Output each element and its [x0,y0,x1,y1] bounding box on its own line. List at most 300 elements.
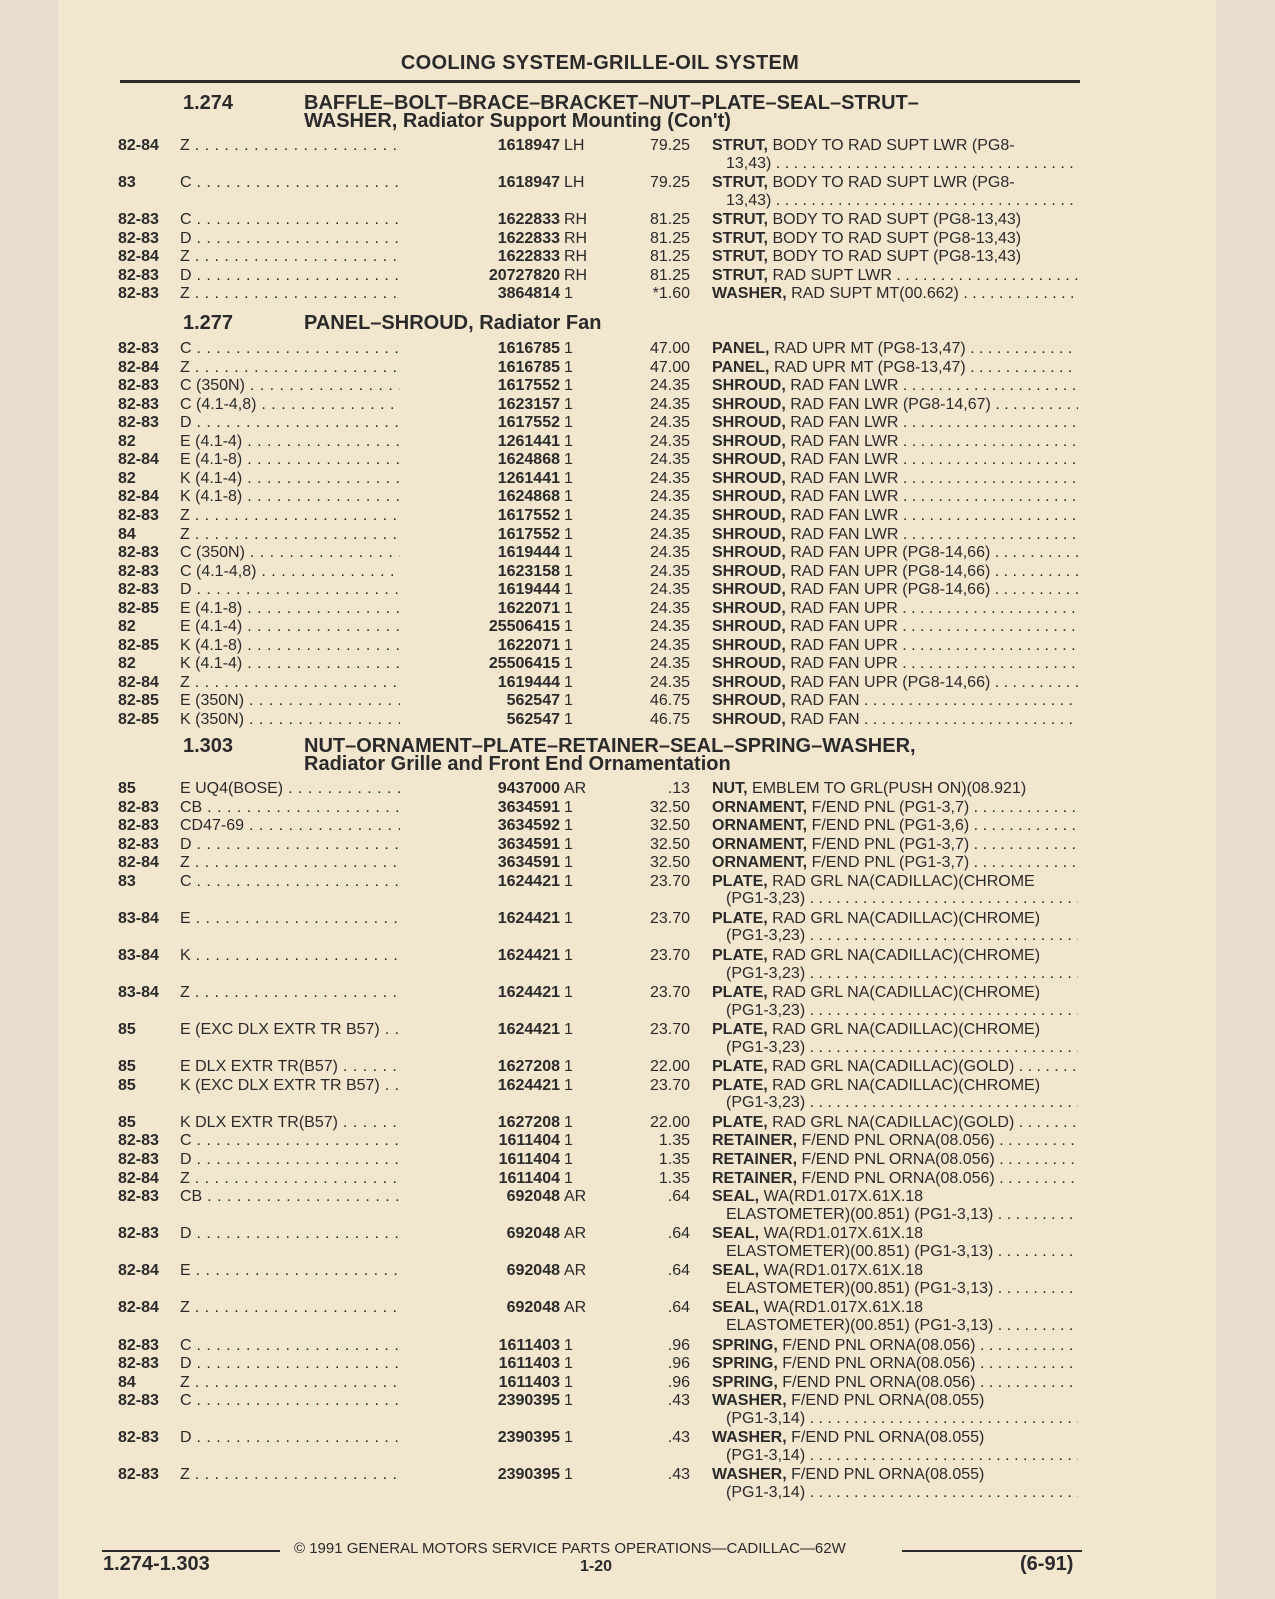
section-title-line-2: WASHER, Radiator Support Mounting (Con't) [304,110,731,132]
part-description [712,655,1078,673]
part-number: 562547 [400,692,560,710]
part-name: PLATE, [712,1113,768,1131]
model-years: 85 [118,1058,136,1076]
model-code: D . . . [180,230,452,248]
part-number: 25506415 [400,655,560,673]
part-name: ORNAMENT, [712,835,808,853]
model-code: Z . . . [180,285,452,303]
model-years: 82 [118,618,136,636]
price: 32.50 [649,798,690,816]
part-number: 2390395 [400,1392,560,1410]
part-description [712,137,1078,155]
part-name: SEAL, [712,1299,760,1317]
part-name: ORNAMENT, [712,798,808,816]
quantity: AR [564,1299,587,1317]
part-description [712,340,1078,358]
model-code: E (4.1-8) . . . [180,600,452,618]
model-years: 82-83 [118,581,159,599]
price: 47.00 [649,340,690,357]
part-name: RETAINER, [712,1151,798,1168]
part-name: SHROUD, [712,562,786,580]
part-detail: RAD FAN LWR [790,451,899,469]
part-name: SPRING, [712,1336,778,1354]
part-description [712,637,1078,655]
price: .64 [667,1188,690,1206]
part-name: STRUT, [712,229,768,247]
part-row [0,1188,1275,1206]
part-number: 1611404 [400,1170,560,1188]
section-number: 1.303 [183,735,234,757]
part-description [712,544,1078,562]
part-name: SHROUD, [712,377,786,395]
price: 24.35 [649,618,690,636]
part-row [0,507,1275,525]
part-detail: RAD GRL NA(CADILLAC)(GOLD) [772,1058,1015,1076]
price: .64 [667,1299,690,1317]
part-detail: RAD GRL NA(CADILLAC)(CHROME) [772,946,1041,964]
part-description [712,1262,1078,1280]
part-row-continuation [0,1039,1275,1057]
quantity: 1 [564,395,573,413]
part-name: PLATE, [712,872,768,890]
quantity: 1 [564,414,573,432]
price: 46.75 [649,692,690,710]
part-detail: RAD FAN UPR (PG8-14,66) [790,562,991,580]
part-description [712,780,1078,798]
model-code: CB . . . [180,1188,452,1206]
part-row-continuation [0,890,1275,908]
part-detail-continued: (PG1-3,23) . . . [726,927,1078,945]
model-years: 82-83 [118,414,159,432]
part-number: 1611403 [400,1337,560,1355]
part-description [712,817,1078,835]
model-years: 82-83 [118,1355,159,1373]
part-row-continuation [0,1317,1275,1335]
part-name: SHROUD, [712,506,786,524]
part-detail-continued: (PG1-3,14) . . . [726,1447,1078,1465]
model-years: 83-84 [118,909,159,927]
part-detail: RAD GRL NA(CADILLAC)(GOLD) [772,1113,1015,1131]
part-name: STRUT, [712,211,768,229]
model-code: E (4.1-8) . . . [180,451,452,469]
part-detail: RAD FAN LWR [790,469,899,487]
part-detail: F/END PNL ORNA(08.055) [791,1466,985,1484]
part-name: WASHER, [712,1392,787,1410]
part-row [0,1299,1275,1317]
part-number: 1611403 [400,1374,560,1392]
part-name: SHROUD, [712,618,786,636]
part-row [0,396,1275,414]
part-row-continuation [0,192,1275,210]
price: 79.25 [649,174,690,192]
part-number: 1624421 [400,1021,560,1039]
model-years: 82-83 [118,229,159,247]
part-number: 1622833 [400,211,560,229]
part-number: 3864814 [400,285,560,303]
part-description [712,211,1078,229]
part-row [0,780,1275,798]
part-row [0,1374,1275,1392]
part-name: PLATE, [712,1021,768,1039]
model-years: 82-83 [118,266,159,284]
part-name: SHROUD, [712,488,786,506]
price: .96 [667,1336,690,1354]
model-code: Z . . . [180,854,452,872]
price: 24.35 [649,488,690,506]
price: 23.70 [649,1076,690,1094]
part-row [0,248,1275,266]
model-years: 82 [118,469,136,487]
part-name: SHROUD, [712,711,786,728]
part-number: 1624421 [400,1077,560,1095]
part-row-continuation [0,927,1275,945]
quantity: 1 [564,872,573,890]
part-name: ORNAMENT, [712,854,808,872]
model-code: C . . . [180,1337,452,1355]
model-years: 82-85 [118,636,159,654]
part-description [712,1058,1078,1076]
model-code: E (350N) . . . [180,692,452,710]
quantity: 1 [564,909,573,927]
part-name: SHROUD, [712,692,786,710]
part-number: 1617552 [400,377,560,395]
quantity: 1 [564,636,573,654]
price: 81.25 [649,248,690,266]
part-detail: RAD GRL NA(CADILLAC)(CHROME) [772,909,1041,927]
quantity: 1 [564,1113,573,1131]
quantity: AR [564,780,587,797]
model-years: 82 [118,432,136,450]
quantity: 1 [564,1058,573,1076]
part-description [712,1374,1078,1392]
model-code: Z . . . [180,526,452,544]
part-detail: RAD FAN UPR [790,655,898,673]
part-description [712,1225,1078,1243]
part-description [712,873,1078,891]
quantity: 1 [564,817,573,835]
model-code: Z . . . [180,1170,452,1188]
part-detail: F/END PNL ORNA(08.056) [782,1373,976,1391]
part-description [712,414,1078,432]
part-description [712,1355,1078,1373]
part-name: SHROUD, [712,673,786,691]
price: 23.70 [649,946,690,964]
price: 1.35 [658,1151,690,1168]
model-years: 82-83 [118,1466,159,1484]
price: 24.35 [649,636,690,654]
model-years: 82-83 [118,1429,159,1447]
section-title-line-2: Radiator Grille and Front End Ornamentation [304,753,731,775]
part-row [0,1114,1275,1132]
part-row-continuation [0,965,1275,983]
quantity: 1 [564,451,573,469]
model-years: 85 [118,1021,136,1039]
quantity: 1 [564,1169,573,1187]
part-row-continuation [0,155,1275,173]
part-row-continuation [0,1094,1275,1112]
part-detail-continued: (PG1-3,23) . . . [726,890,1078,908]
price: 24.35 [649,469,690,487]
model-years: 82-85 [118,692,159,710]
part-description [712,711,1078,729]
part-description [712,526,1078,544]
quantity: 1 [564,525,573,543]
part-detail: RAD FAN [790,711,860,728]
price: 79.25 [649,137,690,154]
part-detail: F/END PNL ORNA(08.055) [791,1429,985,1447]
model-years: 82-84 [118,1169,159,1187]
model-years: 82-84 [118,673,159,691]
part-number: 2390395 [400,1466,560,1484]
part-description [712,618,1078,636]
model-years: 82-84 [118,358,159,376]
part-detail: WA(RD1.017X.61X.18 [763,1225,924,1243]
part-name: PLATE, [712,909,768,927]
part-detail-continued: ELASTOMETER)(00.851) (PG1-3,13) . . . [726,1280,1078,1298]
part-row [0,711,1275,729]
part-name: STRUT, [712,137,768,154]
model-years: 82 [118,655,136,673]
quantity: 1 [564,854,573,872]
part-number: 1619444 [400,674,560,692]
price: 32.50 [649,854,690,872]
part-description [712,984,1078,1002]
part-row [0,488,1275,506]
part-row [0,947,1275,965]
model-years: 83-84 [118,946,159,964]
part-number: 1619444 [400,581,560,599]
model-code: K (4.1-8) . . . [180,637,452,655]
model-code: Z . . . [180,674,452,692]
part-name: ORNAMENT, [712,817,808,835]
part-row [0,581,1275,599]
model-years: 82-84 [118,248,159,266]
part-detail: RAD FAN LWR [790,414,899,432]
part-number: 1618947 [400,137,560,155]
part-row [0,1429,1275,1447]
part-detail-continued: 13,43) . . . [726,155,1078,173]
part-row [0,1337,1275,1355]
part-number: 1624421 [400,910,560,928]
part-detail: RAD GRL NA(CADILLAC)(CHROME) [772,1076,1041,1094]
price: 24.35 [649,506,690,524]
part-number: 1623158 [400,563,560,581]
price: .43 [667,1392,690,1410]
part-number: 9437000 [400,780,560,798]
price: 32.50 [649,817,690,835]
part-detail-continued: (PG1-3,23) . . . [726,1002,1078,1020]
part-row-continuation [0,1280,1275,1298]
price: 81.25 [649,211,690,229]
part-number: 1624868 [400,451,560,469]
quantity: RH [564,266,588,284]
footer-copyright: © 1991 GENERAL MOTORS SERVICE PARTS OPERATIONS—CADILLAC—62W [294,1540,846,1557]
model-code: C (4.1-4,8) . . . [180,396,452,414]
part-description [712,1466,1078,1484]
part-name: SPRING, [712,1355,778,1373]
price: *1.60 [652,285,690,303]
model-years: 82-83 [118,1132,159,1150]
footer-revision-date: (6-91) [1020,1553,1074,1575]
part-number: 1627208 [400,1058,560,1076]
quantity: 1 [564,377,573,395]
part-name: WASHER, [712,1429,787,1447]
part-detail: RAD FAN UPR (PG8-14,66) [790,544,991,562]
part-description [712,507,1078,525]
quantity: RH [564,211,588,229]
part-detail: F/END PNL (PG1-3,7) [811,835,970,853]
part-number: 1622833 [400,230,560,248]
model-years: 83-84 [118,984,159,1002]
section-number: 1.274 [183,92,234,114]
part-detail-continued: 13,43) . . . [726,192,1078,210]
part-detail: F/END PNL ORNA(08.055) [791,1392,985,1410]
model-code: K (EXC DLX EXTR TR B57) . . . [180,1077,452,1095]
model-years: 85 [118,1113,136,1131]
part-name: PANEL, [712,340,770,357]
part-number: 1623157 [400,396,560,414]
part-name: SEAL, [712,1188,760,1206]
part-detail-continued: (PG1-3,23) . . . [726,1094,1078,1112]
part-row [0,600,1275,618]
model-years: 82-83 [118,562,159,580]
model-years: 82-83 [118,544,159,562]
part-number: 1622071 [400,637,560,655]
part-number: 692048 [400,1299,560,1317]
price: 23.70 [649,984,690,1002]
model-years: 84 [118,525,136,543]
quantity: 1 [564,599,573,617]
quantity: 1 [564,618,573,636]
part-description [712,1114,1078,1132]
model-code: K DLX EXTR TR(B57) . . . [180,1114,452,1132]
price: 24.35 [649,395,690,413]
model-years: 82-83 [118,817,159,835]
part-description [712,470,1078,488]
quantity: AR [564,1262,587,1280]
part-name: PLATE, [712,946,768,964]
section-title [304,737,1064,773]
quantity: 1 [564,984,573,1002]
quantity: AR [564,1225,587,1243]
part-detail: F/END PNL (PG1-3,7) [811,854,970,872]
model-code: D . . . [180,581,452,599]
part-row-continuation [0,1002,1275,1020]
part-row [0,563,1275,581]
part-description [712,248,1078,266]
model-code: D . . . [180,267,452,285]
part-name: SHROUD, [712,525,786,543]
footer-rule-right [902,1550,1082,1552]
part-detail: RAD GRL NA(CADILLAC)(CHROME) [772,1021,1041,1039]
part-name: PANEL, [712,358,770,376]
quantity: 1 [564,544,573,562]
part-name: RETAINER, [712,1132,798,1150]
part-row [0,137,1275,155]
price: 1.35 [658,1169,690,1187]
part-number: 1617552 [400,507,560,525]
price: 22.00 [649,1058,690,1076]
model-years: 82-84 [118,854,159,872]
part-detail: RAD GRL NA(CADILLAC)(CHROME [772,872,1035,890]
part-name: SHROUD, [712,655,786,673]
part-number: 2390395 [400,1429,560,1447]
model-code: C . . . [180,873,452,891]
model-years: 83 [118,872,136,890]
price: .43 [667,1466,690,1484]
quantity: 1 [564,1132,573,1150]
part-name: SHROUD, [712,544,786,562]
part-name: SHROUD, [712,414,786,432]
price: 24.35 [649,562,690,580]
part-name: SHROUD, [712,636,786,654]
part-detail-continued: ELASTOMETER)(00.851) (PG1-3,13) . . . [726,1243,1078,1261]
part-number: 1611404 [400,1132,560,1150]
price: 22.00 [649,1113,690,1131]
section-title [304,94,1064,130]
section-number: 1.277 [183,312,234,334]
quantity: 1 [564,1021,573,1039]
price: 24.35 [649,581,690,599]
model-code: C (4.1-4,8) . . . [180,563,452,581]
part-description [712,230,1078,248]
part-description [712,910,1078,928]
part-description [712,285,1078,303]
part-detail: F/END PNL (PG1-3,6) [811,817,970,835]
part-row [0,267,1275,285]
model-code: D . . . [180,1355,452,1373]
part-detail: RAD GRL NA(CADILLAC)(CHROME) [772,984,1041,1002]
part-number: 1618947 [400,174,560,192]
price: 24.35 [649,544,690,562]
part-description [712,433,1078,451]
model-years: 82-83 [118,211,159,229]
part-description [712,692,1078,710]
part-row [0,1132,1275,1150]
model-code: K (4.1-4) . . . [180,655,452,673]
part-description [712,1337,1078,1355]
part-row [0,1170,1275,1188]
part-description [712,377,1078,395]
part-detail: RAD SUPT LWR [772,266,892,284]
part-detail-continued: (PG1-3,23) . . . [726,965,1078,983]
part-detail: F/END PNL ORNA(08.056) [782,1355,976,1373]
price: .96 [667,1373,690,1391]
quantity: 1 [564,506,573,524]
part-row [0,1262,1275,1280]
model-code: C . . . [180,340,452,358]
part-detail: EMBLEM TO GRL(PUSH ON)(08.921) [752,780,1027,797]
part-number: 20727820 [400,267,560,285]
part-description [712,396,1078,414]
part-name: WASHER, [712,1466,787,1484]
part-detail-continued: ELASTOMETER)(00.851) (PG1-3,13) . . . [726,1317,1078,1335]
part-detail: RAD FAN UPR [790,636,898,654]
part-description [712,451,1078,469]
part-number: 25506415 [400,618,560,636]
model-code: Z . . . [180,1374,452,1392]
model-code: Z . . . [180,248,452,266]
price: .96 [667,1355,690,1373]
part-number: 692048 [400,1225,560,1243]
part-description [712,1132,1078,1150]
model-years: 82-84 [118,488,159,506]
part-detail: RAD FAN UPR [790,618,898,636]
price: 24.35 [649,599,690,617]
quantity: LH [564,137,585,154]
part-description [712,947,1078,965]
price: 1.35 [658,1132,690,1150]
